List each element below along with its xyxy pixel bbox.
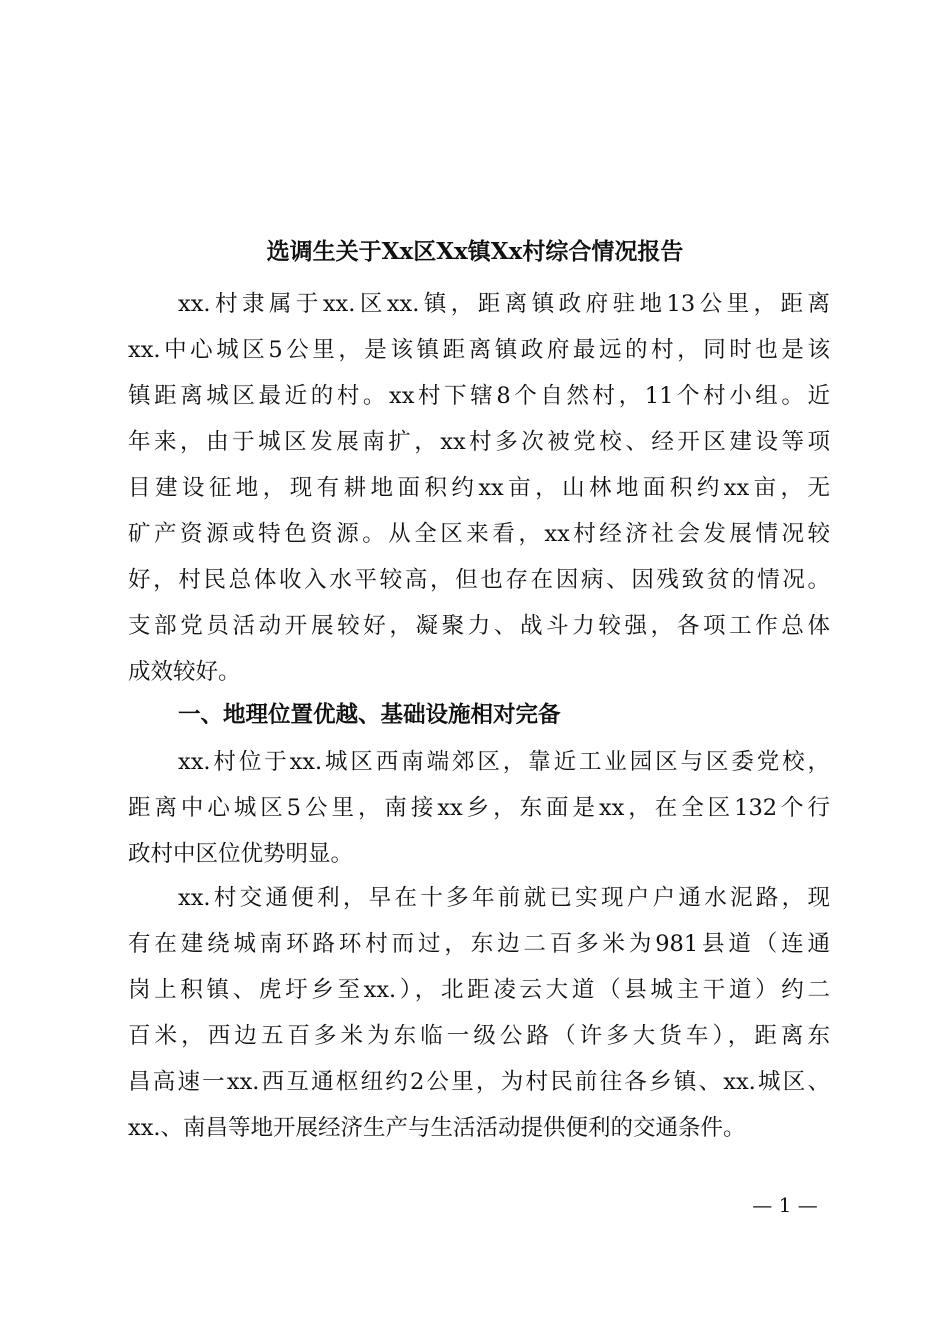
- paragraph-line: 岗上积镇、虎圩乡至xx.），北距凌云大道（县城主干道）约二: [128, 977, 830, 1003]
- paragraph-line: 成效较好。: [128, 659, 241, 685]
- section-1: [128, 692, 830, 738]
- intro-paragraph: [128, 281, 830, 695]
- paragraph-line: 有在建绕城南环路环村而过，东边二百多米为981县道（连通: [128, 931, 830, 957]
- paragraph-line: xx.村位于xx.城区西南端郊区，靠近工业园区与区委党校，: [178, 749, 830, 775]
- paragraph-line: 目建设征地，现有耕地面积约xx亩，山林地面积约xx亩，无: [128, 475, 830, 501]
- paragraph-line: 距离中心城区5公里，南接xx乡，东面是xx，在全区132个行: [128, 795, 830, 821]
- section-heading: 一、地理位置优越、基础设施相对完备: [178, 702, 561, 728]
- section-1-paragraph-1: [128, 739, 830, 877]
- paragraph-line: 年来，由于城区发展南扩，xx村多次被党校、经开区建设等项: [128, 429, 830, 455]
- report-title: 选调生关于Xx区Xx镇Xx村综合情况报告: [266, 238, 684, 265]
- paragraph-line: xx.村隶属于xx.区xx.镇，距离镇政府驻地13公里，距离: [178, 291, 830, 317]
- paragraph-line: 百米，西边五百多米为东临一级公路（许多大货车），距离东: [128, 1023, 830, 1049]
- paragraph-line: 好，村民总体收入水平较高，但也存在因病、因残致贫的情况。: [128, 567, 830, 593]
- paragraph-line: 镇距离城区最近的村。xx村下辖8个自然村，11个村小组。近: [128, 383, 830, 409]
- paragraph-line: xx.村交通便利，早在十多年前就已实现户户通水泥路，现: [178, 885, 830, 911]
- section-1-paragraph-2: [128, 875, 830, 1151]
- page-number: — 1 —: [752, 1193, 818, 1217]
- paragraph-line: xx.中心城区5公里，是该镇距离镇政府最远的村，同时也是该: [128, 337, 830, 363]
- paragraph-line: xx.、南昌等地开展经济生产与生活活动提供便利的交通条件。: [128, 1115, 746, 1141]
- paragraph-line: 矿产资源或特色资源。从全区来看，xx村经济社会发展情况较: [128, 521, 830, 547]
- paragraph-line: 政村中区位优势明显。: [128, 841, 354, 867]
- paragraph-line: 支部党员活动开展较好，凝聚力、战斗力较强，各项工作总体: [128, 613, 830, 639]
- paragraph-line: 昌高速一xx.西互通枢纽约2公里，为村民前往各乡镇、xx.城区、: [128, 1069, 830, 1095]
